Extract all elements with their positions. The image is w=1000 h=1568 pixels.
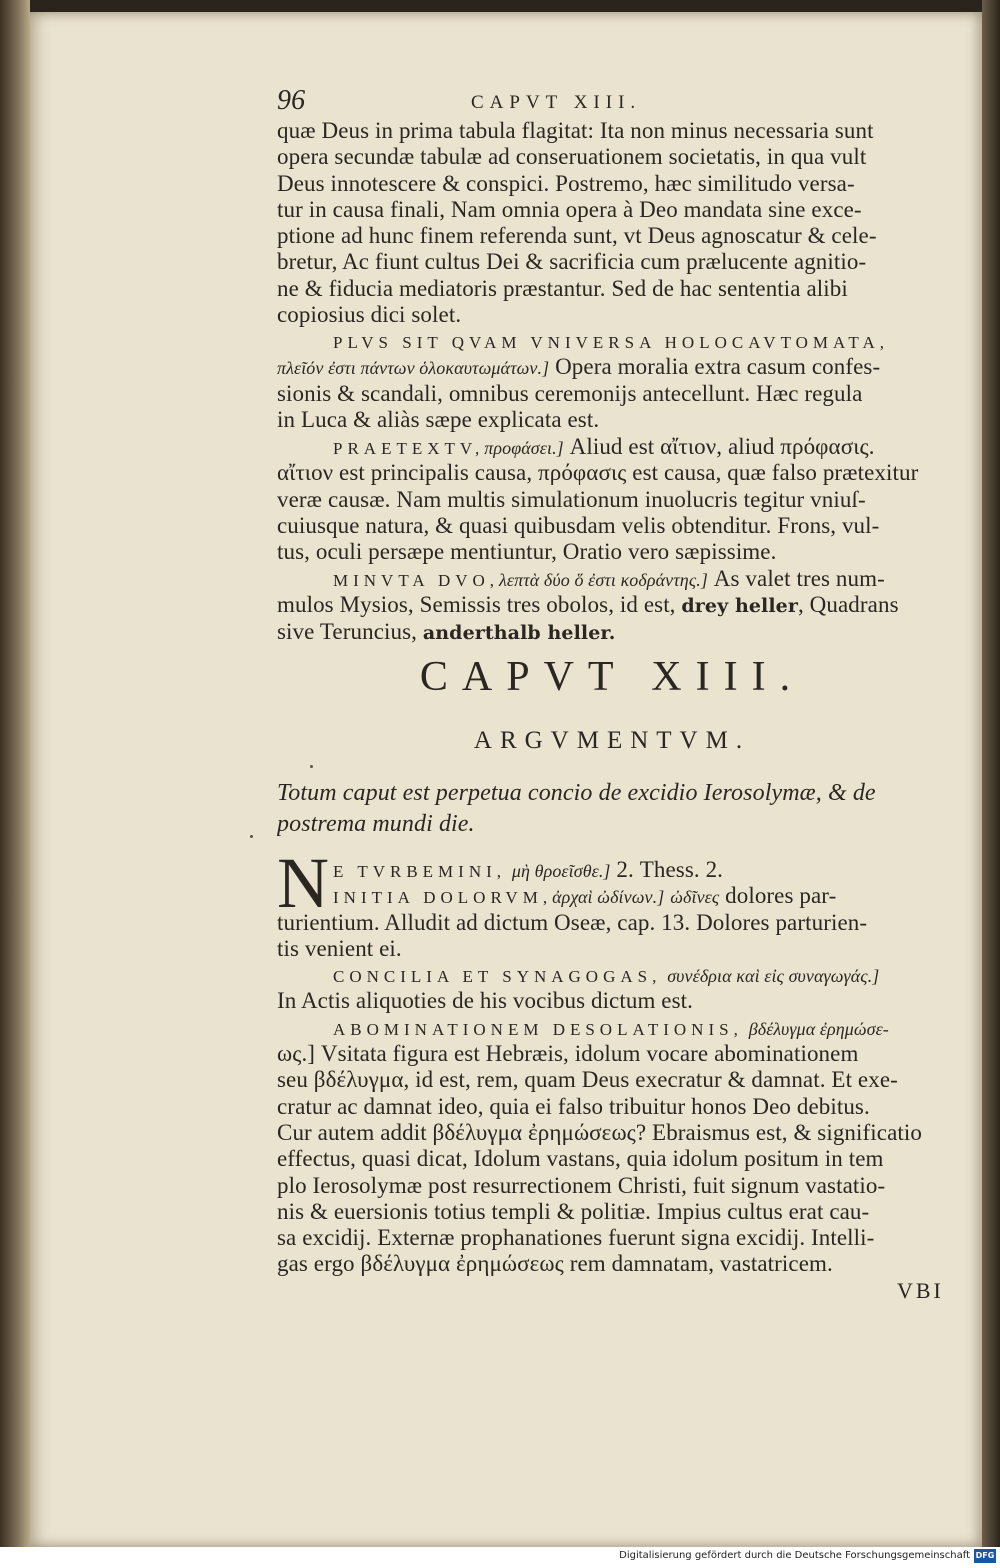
text-line: sive Teruncius, [277,618,417,644]
lemma: PLVS SIT QVAM VNIVERSA HOLOCAVTOMATA, [333,333,889,352]
drop-capital: N [277,843,330,923]
greek-lemma: βδέλυγμα ἐρημώσε- [748,1018,889,1039]
page-number: 96 [277,85,306,116]
text-line: Aliud est αἴτιον, aliud πρόφασις. [569,434,875,459]
greek-lemma: μὴ θροεῖσθε.] [511,861,611,881]
text-line: sa excidij. Externæ prophanationes fuerunt signa excidij. Intelli- [277,1225,875,1251]
text-line: Opera moralia extra casum confes- [555,354,881,380]
text-line: nis & euersionis totius templi & politiæ. Impius cultus erat cau- [277,1198,870,1224]
ink-speck [250,835,253,838]
text-line: dolores par- [725,883,837,909]
text-line: cuiusque natura, & quasi quibusdam velis obtenditur. Frons, vul- [277,512,880,538]
chapter-title: CAPVT XIII. [419,654,805,700]
catchword: VBI [897,1278,944,1303]
german-gloss: drey heller [681,595,798,618]
lemma: PRAETEXTV, [333,439,485,458]
reference: 2. Thess. 2. [616,857,724,882]
text-line: sionis & scandali, omnibus ceremonijs antecellunt. Hæc regula [277,380,863,406]
text-line: ne & fiducia mediatoris præstantur. Sed de hac sententia alibi [277,275,848,301]
text-line: cratur ac damnat ideo, quia ei falso tribuitur honos Deo debitus. [277,1093,870,1119]
running-title: CAPVT XIII. [471,92,642,113]
book-spine [0,0,30,1547]
page-edge [982,0,1000,1547]
chapter-summary [277,778,947,840]
text-line: quæ Deus in prima tabula flagitat: Ita non minus necessaria sunt [277,118,874,143]
text-line: gas ergo βδέλυγμα ἐρημώσεως rem damnatam, vastatricem. [277,1251,833,1277]
text-line: veræ causæ. Nam multis simulationum inuolucris tegitur vniuſ- [277,486,866,512]
text-line: opera secundæ tabulæ ad conseruationem societatis, in qua vult [277,144,867,170]
minuta-entry [277,566,947,645]
text-line: ως.] Vsitata figura est Hebræis, idolum vocare abominationem [277,1041,859,1067]
funding-credit: Digitalisierung gefördert durch die Deutsche Forschungsgemeinschaft [619,1550,970,1561]
text-line: effectus, quasi dicat, Idolum vastans, quia idolum positum in tem [277,1146,884,1172]
text-line: turientium. Alludit ad dictum Oseæ, cap. 13. Dolores parturien- [277,909,868,935]
text-line: bretur, Ac fiunt cultus Dei & sacrificia cum prælucente agnitio- [277,249,867,275]
text-line: Cur autem addit βδέλυγμα ἐρημώσεως? Ebraismus est, & significatio [277,1119,922,1145]
summary-line: postrema mundi die. [277,811,475,837]
text-line: in Luca & aliàs sæpe explicata est. [277,406,600,432]
text-line: copiosius dici solet. [277,302,462,328]
running-head [277,85,947,118]
text-line: tur in causa finali, Nam omnia opera à Deo mandata sine exce- [277,196,862,222]
lemma: E TVRBEMINI, [333,862,507,881]
text-line: tis venient ei. [277,935,402,961]
dfg-logo: DFG [974,1549,996,1563]
text-line: In Actis aliquoties de his vocibus dictum est. [277,988,693,1014]
footer-bar [0,1547,1000,1568]
german-gloss: anderthalb heller. [422,621,616,644]
lemma: ABOMINATIONEM DESOLATIONIS, [333,1019,743,1039]
text-line: Deus innotescere & conspici. Postremo, hæc similitudo versa- [277,170,855,196]
text-fragment: , Quadrans [797,592,899,618]
lemma: MINVTA DVO, [333,571,500,590]
greek-word: ὠδῖνες [670,887,720,908]
commentary-entries [277,857,947,1278]
text-line: αἴτιον est principalis causa, πρόφασις est causa, quæ falso prætexitur [277,460,919,486]
text-line: mulos Mysios, Semissis tres obolos, id est, [277,592,676,618]
opening-paragraph [277,118,947,328]
text-line: plo Ierosolymæ post resurrectionem Christi, fuit signum vastatio- [277,1172,886,1198]
text-line: As valet tres num- [713,566,885,591]
lemma: INITIA DOLORVM, [333,888,553,908]
lemma: CONCILIA ET SYNAGOGAS, [333,967,662,987]
text-line: tus, oculi persæpe mentiuntur, Oratio vero sæpissime. [277,539,777,565]
praetextu-entry [277,434,947,565]
greek-lemma: προφάσει.] [484,438,564,458]
summary-line: Totum caput est perpetua concio de excidio Ierosolymæ, & de [277,780,876,806]
ink-speck [310,765,313,768]
plus-sit-entry [277,328,947,433]
greek-lemma: ἀρχαὶ ὠδίνων.] [552,887,665,908]
text-line: seu βδέλυγμα, id est, rem, quam Deus execratur & damnat. Et exe- [277,1067,898,1093]
greek-lemma: λεπτὰ δύο ὅ ἐστι κοδράντης.] [499,570,708,590]
argument-heading: ARGVMENTVM. [473,727,751,754]
text-line: ptione ad hunc finem referenda sunt, vt Deus agnoscatur & cele- [277,223,877,249]
greek-lemma: πλεῖόν ἐστι πάντων ὁλοκαυτωμάτων.] [277,358,550,379]
greek-lemma: συνέδρια καὶ εἰς συναγωγάς.] [667,966,880,987]
